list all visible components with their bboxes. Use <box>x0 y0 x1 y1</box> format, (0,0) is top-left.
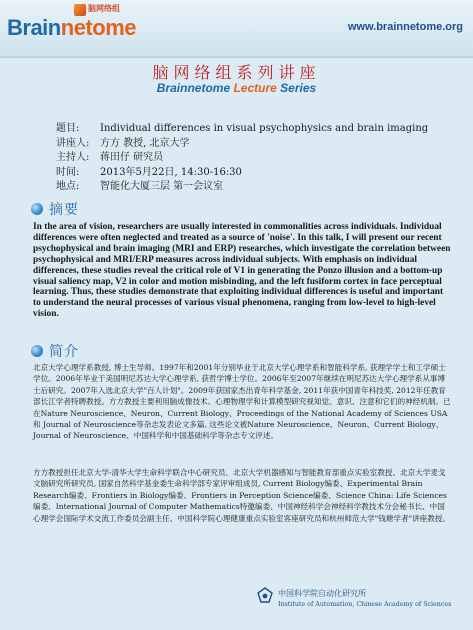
info-label: 主持人: <box>56 152 90 163</box>
site-url[interactable]: www.brainnetome.org <box>347 21 463 33</box>
brainnetome-logo <box>7 15 136 41</box>
info-label: 讲座人: <box>56 137 90 149</box>
info-row-speaker <box>56 137 456 152</box>
page-header <box>0 0 473 58</box>
info-label: 题目: <box>56 123 80 134</box>
info-label: 地点: <box>56 181 80 192</box>
footer-org-chinese: 中国科学院自动化研究所 <box>278 589 366 598</box>
info-row-host <box>56 151 456 166</box>
info-value: Individual differences in visual psychophysics and brain imaging <box>100 123 429 134</box>
casia-logo-icon <box>256 587 274 603</box>
lecture-info <box>56 122 456 195</box>
bullet-icon <box>31 203 43 215</box>
info-row-time <box>56 166 456 181</box>
bio-paragraph: 方方教授担任北京大学-清华大学生命科学联合中心研究员、北京大学机器感知与智能教育部重点实验室教授、北京大学麦戈文脑研究所研究员, 国家自然科学基金委生命科学部专家评审组成员, Current Biology编委、Experimental Brain Research编委、Frontiers in Biology编委、Frontiers in Perception Science编委、Science China: Life Sciences编委、International Journal of Computer Mathematics特邀编委、中国神经科学会神经科学教技术分会秘书长、中国心理学会国际学术交流工作委员会副主任、中国科学院心理健康重点实验室客座研究员和杭州师范大学"钱塘学者"讲座教授。 <box>33 468 451 523</box>
bullet-icon <box>31 345 43 357</box>
info-label: 时间: <box>56 166 80 178</box>
series-title-part-series: Series <box>276 81 317 95</box>
info-row-location <box>56 180 456 195</box>
info-value: 智能化大厦三层 第一会议室 <box>100 181 224 192</box>
logo-chinese-text: 脑网络组 <box>88 4 120 13</box>
bio-title: 简介 <box>49 344 79 360</box>
info-value: 蒋田仔 研究员 <box>100 152 164 163</box>
series-title-chinese: 脑网络组系列讲座 <box>152 63 321 82</box>
series-title-part-lecture: Lecture <box>233 81 277 95</box>
info-value: 2013年5月22日, 14:30-16:30 <box>100 166 242 178</box>
series-title-english <box>0 81 473 95</box>
logo-text-brain: Brain <box>7 15 61 40</box>
abstract-heading <box>31 200 79 218</box>
bio-heading <box>31 342 79 360</box>
info-value: 方方 教授, 北京大学 <box>100 137 190 149</box>
info-row-topic <box>56 122 456 137</box>
logo-text-netome: netome <box>60 15 136 40</box>
series-title-part-brainnetome: Brainnetome <box>156 81 234 95</box>
bio-paragraph: 北京大学心理学系教授, 博士生导师。1997年和2001年分别毕业于北京大学心理学系和智能科学系, 获理学学士和工学硕士学位。2006年毕业于美国明尼苏达大学心理学系, 获哲学博士学位。2006年至2007年继续在明尼苏达大学心理学系从事博士后研究。2007年入选北京大学"百人计划"。2009年获国家杰出青年科学基金, 2011年获中国青年科技奖, 2012年任教育部长江学者特聘教授。方方教授主要利用脑成像技术、心理物理学和计算模型研究视知觉、意识、注意和它们的神经机制。已在Nature Neuroscience、Neuron、Current Biology、Proceedings of the National Academy of Sciences USA 和 Journal of Neuroscience等杂志发表论文多篇, 这些论文被Nature Neuroscience、Neuron、Current Biology、Journal of Neuroscience、中国科学和中国基础科学等杂志专文评述。 <box>33 363 451 441</box>
abstract-text: In the area of vision, researchers are usually interested in commonalities across individuals. Individual differences were often neglected and treated as a source of 'noise'. In this talk, I will present our recent psychophysical and brain imaging (MRI and ERP) researches, which investigate the correlation between psychophysical and MRI/ERP measures across individual subjects. With emphasis on individual differences, these studies reveal the critical role of V1 in generating the Ponzo illusion and a bottom-up visual saliency map, V2 in color and motion misbinding, and the left fusiform cortex in face perceptual learning. Thus, these studies demonstrate that exploiting individual differences is useful and important to understand the neural processes of various visual phenomena, ranging from low-level to high-level vision. <box>33 222 451 320</box>
footer-org-english: Institute of Automation, Chinese Academy of Sciences <box>278 601 452 608</box>
abstract-title: 摘要 <box>49 202 79 218</box>
